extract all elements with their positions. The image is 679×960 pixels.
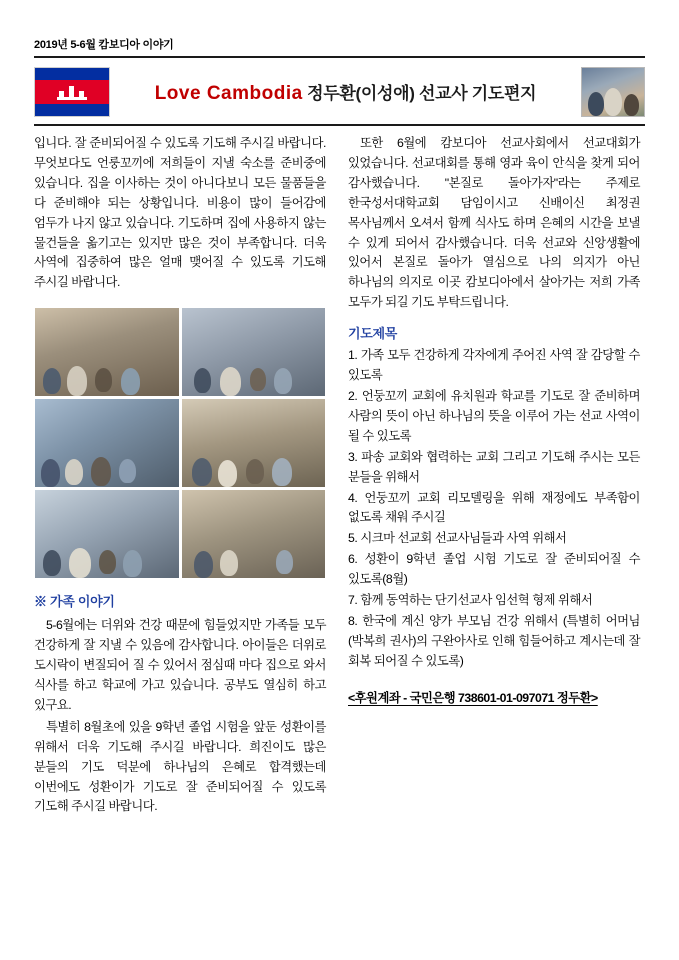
photo-collage: [34, 307, 326, 579]
left-column: [34, 134, 326, 819]
left-paragraph-2: 5-6월에는 더위와 건강 때문에 힘들었지만 가족들 모두 건강하게 잘 지낼 수 있음에 감사합니다. 아이들은 더위로 도시락이 변질되어 질 수 있어서 점심때 마다 집으로 와서 식사를 하고 학교에 가고 있습니다. 공부도 열심히 하고 있구요.: [34, 618, 326, 712]
issue-header: 2019년 5-6월 캄보디아 이야기: [34, 39, 174, 51]
donation-account-line: <후원계좌 - 국민은행 738601-01-097071 정두환>: [348, 690, 598, 705]
right-column: [348, 134, 640, 706]
header-rule-top: [34, 56, 645, 58]
list-item: 2. 언둥꼬끼 교회에 유치원과 학교를 기도로 잘 준비하며 사람의 뜻이 아닌 하나님의 뜻을 이루어 가는 선교 사역이 될 수 있도록: [348, 388, 640, 443]
right-paragraph-1: 또한 6월에 캄보디아 선교사회에서 선교대회가 있었습니다. 선교대회를 통해 영과 육이 안식을 찾게 되어 감사했습니다. "본질로 돌아가자"라는 주제로 한국성서대학교회 담임이시고 신배이신 최정권 목사님께서 오셔서 함께 식사도 하며 은혜의 시간을 보낼 수 있게 되어서 감사했습니다. 더욱 선교와 신앙생활에 있어서 본질로 돌아가 열심으로 나의 의지가 아닌 하나님의 의지로 이곳 캄보디아에서 살아가는 저희 가족 모두가 되길 기도 부탁드립니다.: [348, 136, 640, 310]
list-item: 1. 가족 모두 건강하게 각자에게 주어진 사역 잘 감당할 수 있도록: [348, 348, 640, 383]
cambodia-flag-icon: [34, 67, 110, 117]
list-item: 6. 성환이 9학년 졸업 시험 기도로 잘 준비되어질 수 있도록(8월): [348, 552, 640, 587]
list-item: 8. 한국에 계신 양가 부모님 건강 위해서 (특별히 어머님(박복희 권사)의 구완아사로 인해 힘들어하고 계시는데 잘 회복 되어질 수 있도록): [348, 613, 640, 668]
left-paragraph-1: 입니다. 잘 준비되어질 수 있도록 기도해 주시길 바랍니다. 무엇보다도 언룽꼬끼에 저희들이 지낼 숙소를 준비중에 있습니다. 집을 이사하는 것이 아니다보니 모든 물품들을 다 준비해야 되는 상황입니다. 비용이 많이 들어감에 엄두가 나지 않고 있습니다. 기도하며 집에 사용하지 않는 물건들을 옮기고는 있지만 많은 것이 부족합니다. 더욱 사역에 집중하여 많은 얼매 맺어질 수 있도록 기도해 주시길 바랍니다.: [34, 136, 326, 290]
collage-photo-6: [182, 490, 326, 578]
collage-photo-1: [35, 308, 179, 396]
missionary-portrait-photo: [581, 67, 645, 117]
collage-photo-5: [35, 490, 179, 578]
list-item: 4. 언둥꼬끼 교회 리모델링을 위해 재정에도 부족함이 없도록 채워 주시길: [348, 490, 640, 525]
masthead-title-ko: 정두환(이성애) 선교사 기도편지: [307, 84, 537, 103]
left-paragraph-3: 특별히 8월초에 있을 9학년 졸업 시험을 앞둔 성환이를 위해서 더욱 기도해 주시길 바랍니다. 희진이도 많은 분들의 기도 덕분에 하나님의 은혜로 합격했는데 이번에도 성환이가 기도로 잘 준비되어질 수 있도록 기도해 주시길 바랍니다.: [34, 719, 326, 814]
list-item: 7. 함께 동역하는 단기선교사 임선혁 형제 위해서: [348, 593, 593, 608]
prayer-section-title: 기도제목: [348, 326, 398, 342]
masthead-title: [120, 79, 571, 105]
list-item: 3. 파송 교회와 협력하는 교회 그리고 기도해 주시는 모든 분들을 위해서: [348, 449, 640, 484]
family-section-title: ※ 가족 이야기: [34, 594, 115, 610]
prayer-list: [348, 346, 640, 672]
header-rule-bottom: [34, 124, 645, 126]
masthead-title-en: Love Cambodia: [154, 83, 303, 104]
collage-photo-2: [182, 308, 326, 396]
collage-photo-3: [35, 399, 179, 487]
two-column-layout: [34, 134, 645, 819]
list-item: 5. 시크마 선교회 선교사님들과 사역 위해서: [348, 531, 567, 546]
masthead: [34, 64, 645, 120]
collage-photo-4: [182, 399, 326, 487]
